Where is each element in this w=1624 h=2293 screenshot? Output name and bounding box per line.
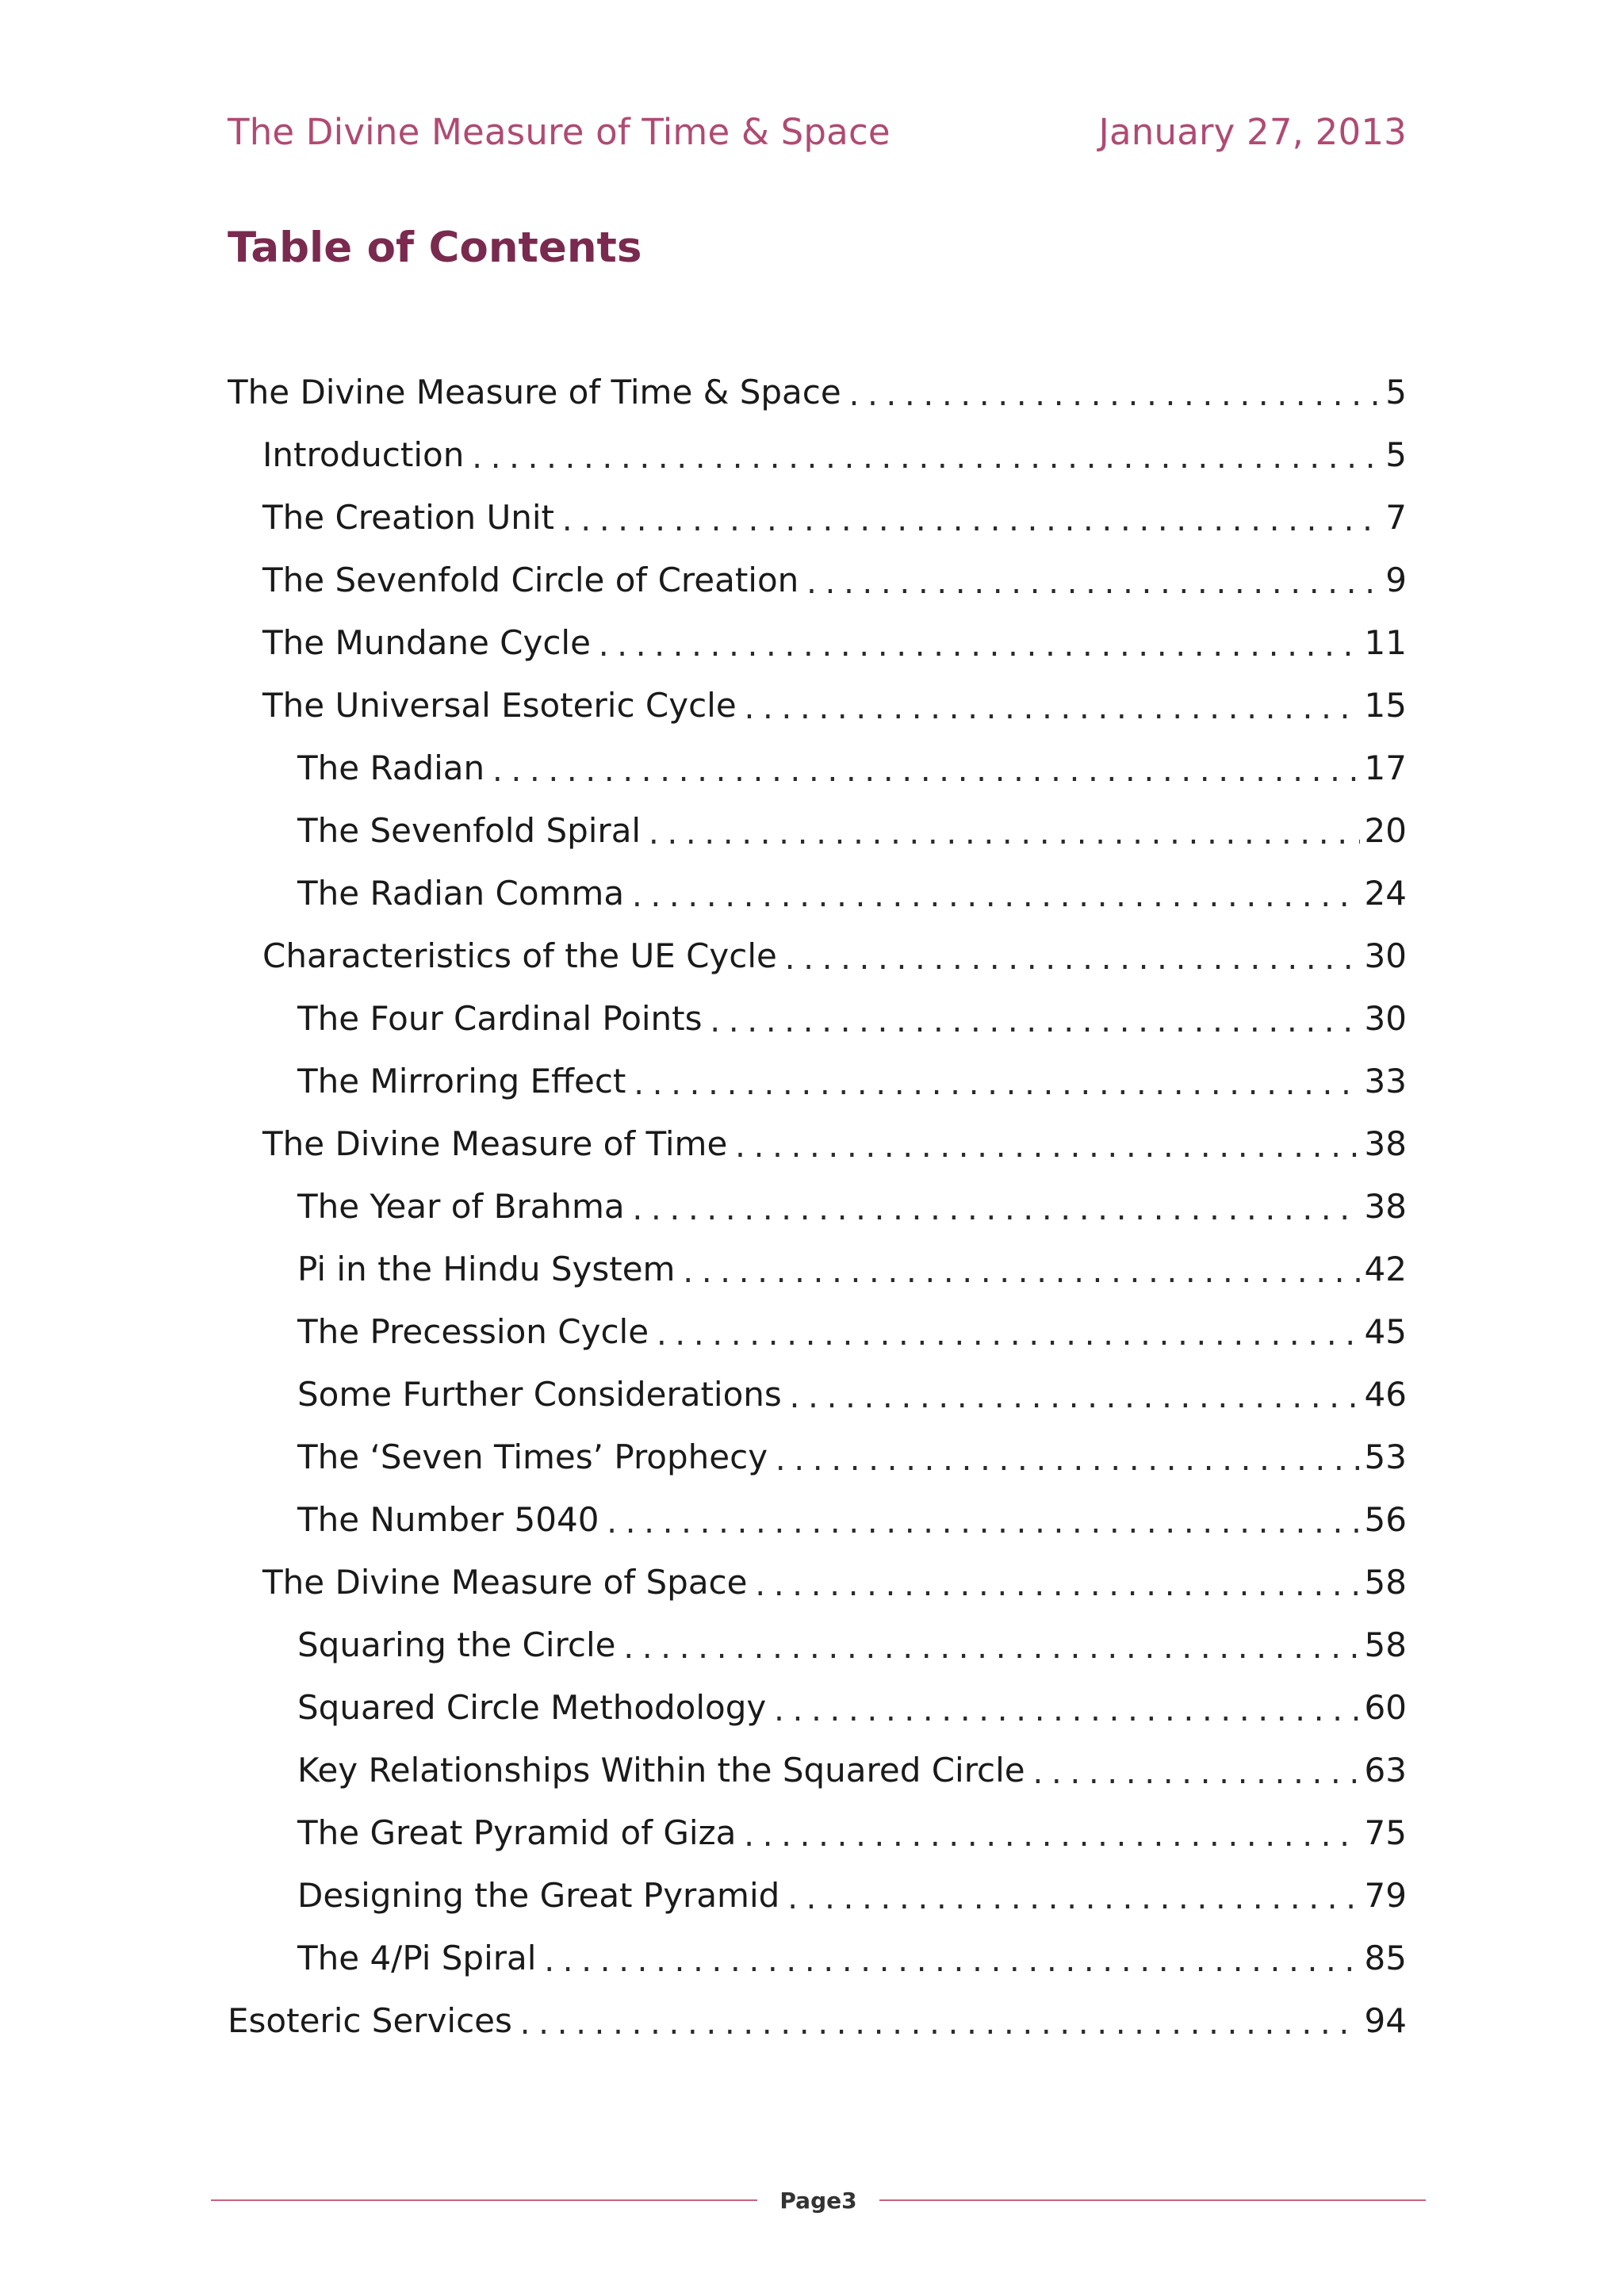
toc-dot-leader <box>629 876 1359 911</box>
toc-entry-title: The Great Pyramid of Giza <box>297 1813 737 1852</box>
toc-entry-page: 58 <box>1364 1563 1407 1602</box>
toc-entry-page: 5 <box>1385 373 1407 412</box>
toc-entry-title: The 4/Pi Spiral <box>297 1939 537 1977</box>
toc-entry[interactable] <box>228 799 1407 862</box>
toc-entry-page: 7 <box>1385 498 1407 537</box>
toc-entry[interactable] <box>228 361 1407 423</box>
toc-entry[interactable] <box>228 486 1407 549</box>
toc-entry-title: Introduction <box>262 435 465 474</box>
toc-entry-page: 17 <box>1364 748 1407 787</box>
toc-dot-leader <box>772 1440 1360 1475</box>
toc-entry-title: The Creation Unit <box>262 498 555 537</box>
toc-dot-leader <box>603 1503 1359 1537</box>
toc-entry[interactable] <box>228 1614 1407 1676</box>
toc-entry-page: 75 <box>1364 1813 1407 1852</box>
toc-entry-title: Esoteric Services <box>228 2001 512 2040</box>
toc-entry[interactable] <box>228 862 1407 924</box>
toc-entry[interactable] <box>228 1551 1407 1614</box>
toc-entry-title: Key Relationships Within the Squared Circle <box>297 1751 1025 1790</box>
footer-page-number: Page3 <box>779 2187 857 2214</box>
toc-dot-leader <box>803 563 1381 598</box>
toc-entry[interactable] <box>228 1801 1407 1864</box>
toc-entry-title: The Number 5040 <box>297 1500 599 1539</box>
toc-entry[interactable] <box>228 423 1407 486</box>
toc-entry-page: 38 <box>1364 1187 1407 1226</box>
toc-entry[interactable] <box>228 1238 1407 1300</box>
toc-entry-page: 94 <box>1364 2001 1407 2040</box>
toc-entry-page: 45 <box>1364 1312 1407 1351</box>
toc-dot-leader <box>630 1189 1360 1224</box>
header-date: January 27, 2013 <box>1098 110 1407 153</box>
toc-entry-title: The Divine Measure of Space <box>262 1563 748 1602</box>
toc-dot-leader <box>620 1628 1359 1663</box>
toc-entry-page: 9 <box>1385 561 1407 599</box>
page-header <box>228 108 1407 155</box>
toc-entry[interactable] <box>228 924 1407 987</box>
footer-rule-right <box>879 2199 1426 2201</box>
toc-dot-leader <box>1030 1753 1360 1788</box>
toc-dot-leader <box>752 1565 1359 1600</box>
toc-dot-leader <box>741 1816 1359 1851</box>
toc-entry-page: 58 <box>1364 1625 1407 1664</box>
toc-dot-leader <box>630 1064 1359 1099</box>
header-title: The Divine Measure of Time & Space <box>228 110 891 153</box>
toc-entry-page: 38 <box>1364 1124 1407 1163</box>
toc-entry-title: The Sevenfold Circle of Creation <box>262 561 799 599</box>
toc-dot-leader <box>707 1001 1360 1036</box>
toc-entry[interactable] <box>228 1300 1407 1363</box>
toc-dot-leader <box>596 626 1360 660</box>
toc-entry-title: The Divine Measure of Time & Space <box>228 373 841 412</box>
toc-entry[interactable] <box>228 1112 1407 1175</box>
toc-dot-leader <box>680 1252 1359 1287</box>
toc-entry-page: 30 <box>1364 999 1407 1038</box>
toc-entry-title: Designing the Great Pyramid <box>297 1876 780 1915</box>
toc-entry[interactable] <box>228 674 1407 737</box>
toc-entry-page: 53 <box>1364 1437 1407 1476</box>
toc-entry[interactable] <box>228 611 1407 674</box>
toc-dot-leader <box>489 751 1359 786</box>
toc-dot-leader <box>782 939 1360 974</box>
toc-dot-leader <box>517 2004 1360 2038</box>
toc-entry-page: 15 <box>1364 686 1407 725</box>
toc-entry-page: 56 <box>1364 1500 1407 1539</box>
toc-entry-title: The Radian Comma <box>297 874 625 913</box>
toc-entry-page: 63 <box>1364 1751 1407 1790</box>
toc-entry-page: 30 <box>1364 936 1407 975</box>
toc-entry-title: The Four Cardinal Points <box>297 999 703 1038</box>
toc-entry-page: 46 <box>1364 1375 1407 1414</box>
toc-entry-page: 85 <box>1364 1939 1407 1977</box>
toc-dot-leader <box>741 688 1360 723</box>
toc-entry-page: 24 <box>1364 874 1407 913</box>
toc-entry[interactable] <box>228 1927 1407 1989</box>
toc-dot-leader <box>541 1941 1359 1976</box>
toc-dot-leader <box>784 1878 1359 1913</box>
toc-entry-title: The Mundane Cycle <box>262 623 591 662</box>
toc-entry[interactable] <box>228 1989 1407 2052</box>
toc-entry-title: The Radian <box>297 748 485 787</box>
toc-dot-leader <box>645 813 1359 848</box>
toc-dot-leader <box>469 438 1381 473</box>
toc-dot-leader <box>771 1690 1359 1725</box>
toc-entry[interactable] <box>228 1363 1407 1426</box>
toc-dot-leader <box>653 1315 1359 1349</box>
toc-entry-title: Squaring the Circle <box>297 1625 616 1664</box>
toc-entry-title: Characteristics of the UE Cycle <box>262 936 777 975</box>
toc-entry-title: Squared Circle Methodology <box>297 1688 767 1727</box>
page-footer <box>211 2180 1426 2220</box>
toc-entry-title: The Sevenfold Spiral <box>297 811 642 850</box>
toc-entry-page: 60 <box>1364 1688 1407 1727</box>
toc-entry[interactable] <box>228 987 1407 1050</box>
footer-rule-left <box>211 2199 757 2201</box>
toc-entry[interactable] <box>228 1864 1407 1927</box>
toc-entry[interactable] <box>228 1426 1407 1488</box>
toc-entry-title: Some Further Considerations <box>297 1375 782 1414</box>
toc-heading: Table of Contents <box>228 224 642 272</box>
toc-entry[interactable] <box>228 549 1407 611</box>
toc-entry-page: 79 <box>1364 1876 1407 1915</box>
toc-dot-leader <box>787 1377 1360 1412</box>
table-of-contents <box>228 361 1407 2052</box>
toc-entry-title: Pi in the Hindu System <box>297 1250 676 1288</box>
toc-entry-page: 33 <box>1364 1062 1407 1101</box>
toc-dot-leader <box>846 375 1381 410</box>
toc-dot-leader <box>732 1127 1359 1162</box>
toc-entry-title: The Precession Cycle <box>297 1312 649 1351</box>
toc-entry[interactable] <box>228 1050 1407 1112</box>
toc-entry-page: 42 <box>1364 1250 1407 1288</box>
toc-entry-title: The Universal Esoteric Cycle <box>262 686 737 725</box>
toc-entry-title: The Mirroring Effect <box>297 1062 626 1101</box>
toc-entry[interactable] <box>228 737 1407 799</box>
toc-entry-title: The Divine Measure of Time <box>262 1124 728 1163</box>
toc-dot-leader <box>559 500 1381 535</box>
toc-entry-title: The Year of Brahma <box>297 1187 625 1226</box>
toc-entry[interactable] <box>228 1488 1407 1551</box>
toc-entry-page: 11 <box>1364 623 1407 662</box>
toc-entry-page: 5 <box>1385 435 1407 474</box>
toc-entry[interactable] <box>228 1175 1407 1238</box>
toc-entry[interactable] <box>228 1676 1407 1739</box>
toc-entry-page: 20 <box>1364 811 1407 850</box>
toc-entry[interactable] <box>228 1739 1407 1801</box>
toc-entry-title: The ‘Seven Times’ Prophecy <box>297 1437 768 1476</box>
